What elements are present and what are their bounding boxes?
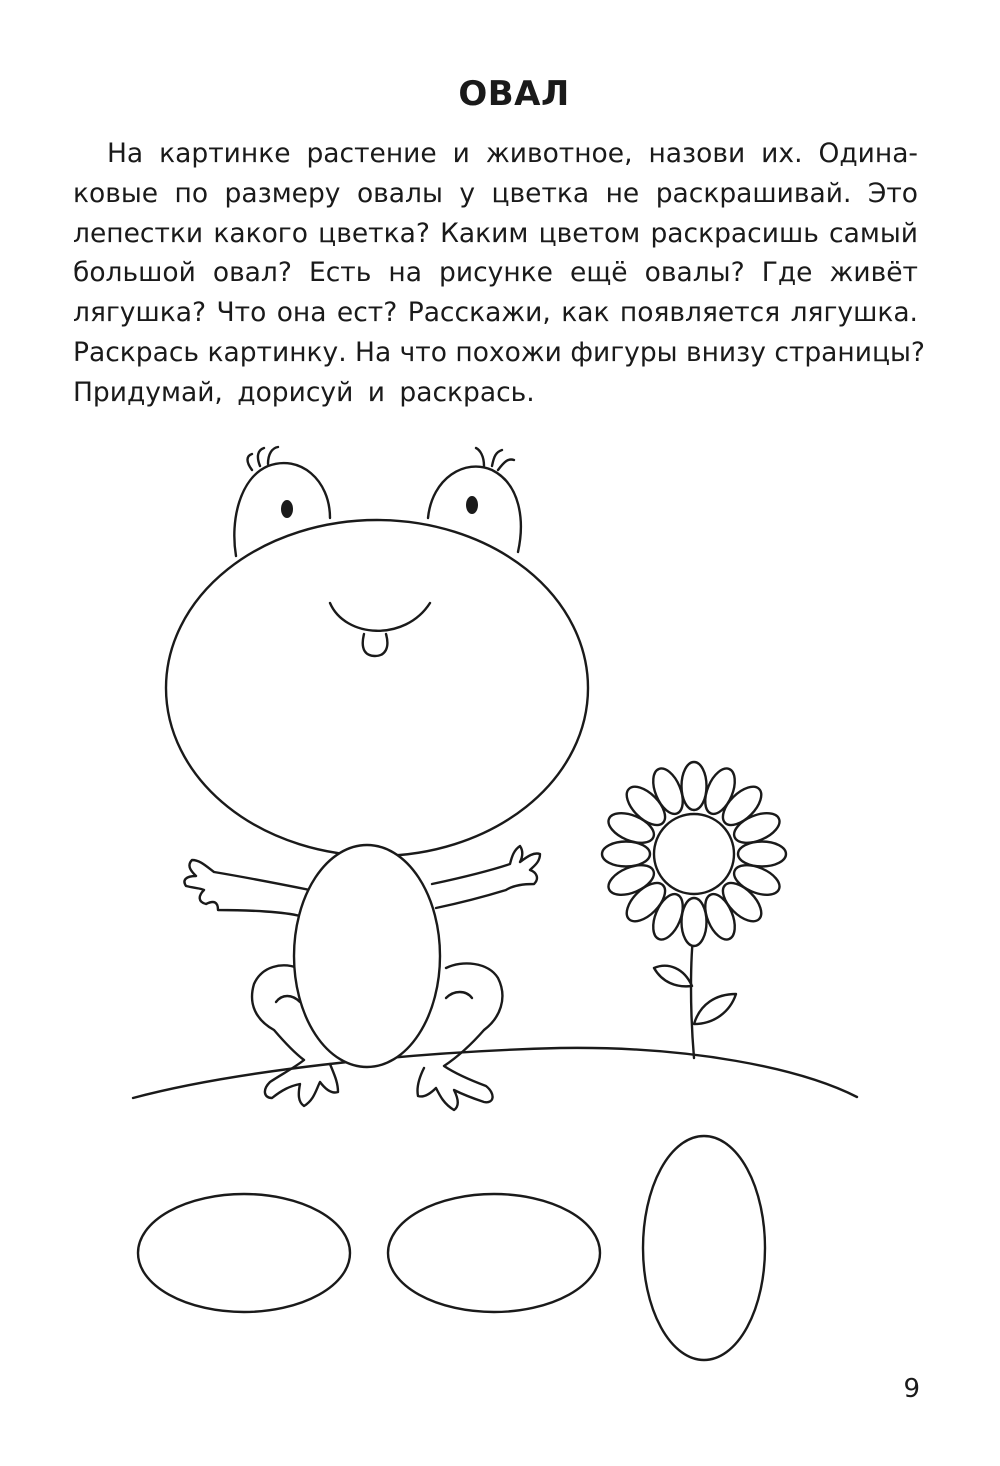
flower-petal	[738, 842, 786, 867]
instructions-line: лепестки какого цветка? Каким цветом раскрасишь самый	[73, 217, 918, 249]
instructions-line: лягушка? Что она ест? Расскажи, как появляется лягушка.	[73, 297, 918, 329]
instructions-line: большой овал? Есть на рисунке ещё овалы? Где живёт	[73, 257, 918, 289]
page-title: ОВАЛ	[458, 74, 570, 114]
frog-right-pupil	[466, 496, 478, 514]
frog-right-knee	[446, 992, 472, 998]
flower-petal	[602, 842, 650, 867]
instructions-line: Придумай, дорисуй и раскрась.	[73, 376, 535, 408]
page-number: 9	[903, 1374, 920, 1404]
shape-oval-2	[388, 1194, 600, 1312]
frog-left-arm	[184, 860, 310, 916]
shape-oval-1	[138, 1194, 350, 1312]
flower-stem	[691, 928, 694, 1058]
flower-drawing	[602, 762, 786, 1058]
instructions-line: Раскрась картинку. На что похожи фигуры внизу страницы?	[73, 336, 925, 368]
shape-oval-3	[643, 1136, 765, 1360]
ground-line	[133, 1048, 857, 1098]
frog-left-knee	[276, 996, 300, 1002]
frog-right-arm	[432, 846, 540, 908]
flower-left-leaf	[654, 966, 692, 987]
flower-right-leaf	[694, 994, 736, 1024]
instructions-line: ковые по размеру овалы у цветка не раскрашивай. Это	[73, 177, 918, 209]
frog-body-oval	[294, 845, 440, 1067]
frog-left-eyelashes	[248, 447, 279, 470]
flower-petal	[682, 898, 707, 946]
frog-drawing	[166, 447, 588, 1110]
flower-center	[654, 814, 734, 894]
flower-petal	[682, 762, 707, 810]
frog-head-oval	[166, 520, 588, 856]
frog-left-pupil	[281, 500, 293, 518]
instructions-line: На картинке растение и животное, назови их. Одина-	[107, 138, 918, 169]
